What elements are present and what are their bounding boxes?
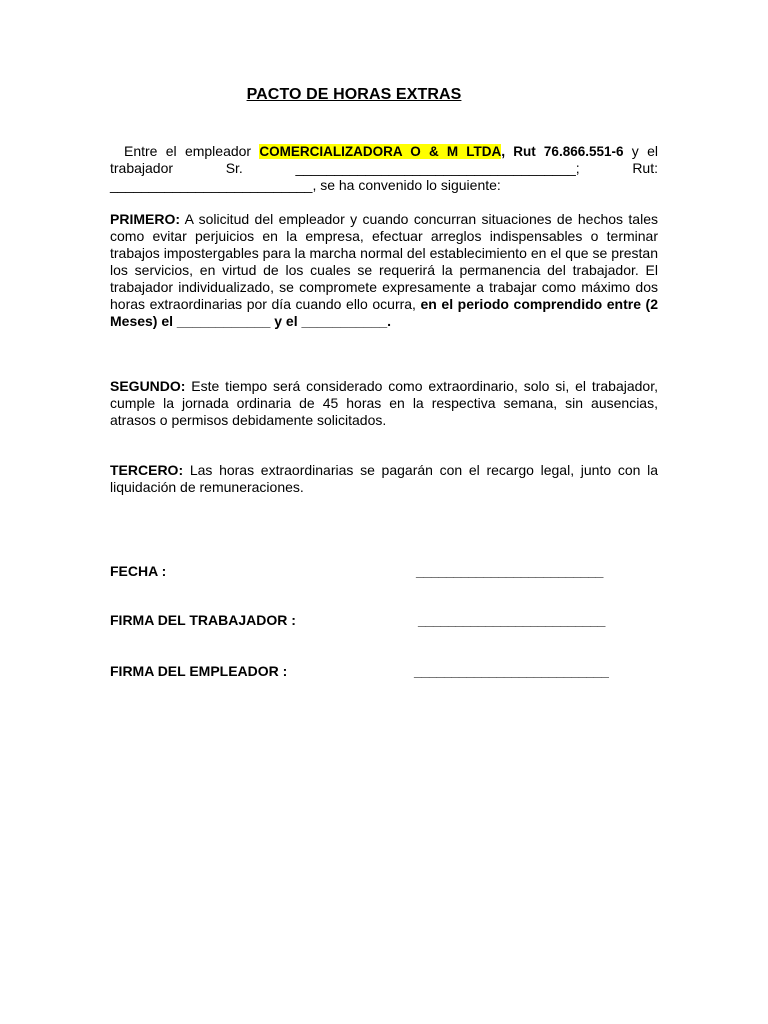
clause-primero-text: A solicitud del empleador y cuando concurran situaciones de hechos tales como evitar perjuicios en la empresa, efectuar arreglos indispensables o terminar trabajos impostergables para la marcha normal del establecimiento en el que se prestan los servicios, en virtud de los cuales se requerirá la permanencia del trabajador. El trabajador individualizado, se compromete expresamente a trabajar como máximo dos horas extraordinarias por día cuando ello ocurra, [110, 211, 658, 312]
company-rut: Rut 76.866.551-6 [505, 144, 624, 159]
firma-empleador-line: __________________________ [414, 663, 609, 679]
fecha-line: _________________________ [416, 563, 604, 579]
firma-trabajador-line: _________________________ [418, 612, 606, 628]
clause-tercero [110, 462, 658, 496]
clause-tercero-label: TERCERO: [110, 462, 184, 478]
clause-primero-label: PRIMERO: [110, 211, 180, 227]
intro-lead: Entre el empleador [124, 143, 260, 159]
intro-paragraph [110, 143, 658, 194]
clause-segundo-text: Este tiempo será considerado como extraordinario, solo si, el trabajador, cumple la jornada ordinaria de 45 horas en la respectiva semana, sin ausencias, atrasos o permisos debidamente solicitados. [110, 378, 658, 428]
clause-primero-period: en el periodo comprendido entre (2 Meses) el ____________ y el ___________. [110, 296, 658, 329]
clause-tercero-text: Las horas extraordinarias se pagarán con el recargo legal, junto con la liquidación de remuneraciones. [110, 462, 658, 495]
intro-comma: , [501, 143, 506, 159]
fecha-label: FECHA : [110, 563, 167, 579]
clause-segundo-label: SEGUNDO: [110, 378, 186, 394]
intro-rest: y el trabajador Sr. ____________________________________; Rut: __________________________, se ha convenido lo siguiente: [110, 143, 658, 193]
clause-segundo [110, 378, 658, 429]
clause-primero [110, 211, 658, 330]
firma-trabajador-label: FIRMA DEL TRABAJADOR : [110, 612, 296, 628]
company-name: COMERCIALIZADORA O & M LTDA [259, 144, 502, 159]
document-title: PACTO DE HORAS EXTRAS [246, 86, 462, 103]
firma-empleador-label: FIRMA DEL EMPLEADOR : [110, 663, 288, 679]
